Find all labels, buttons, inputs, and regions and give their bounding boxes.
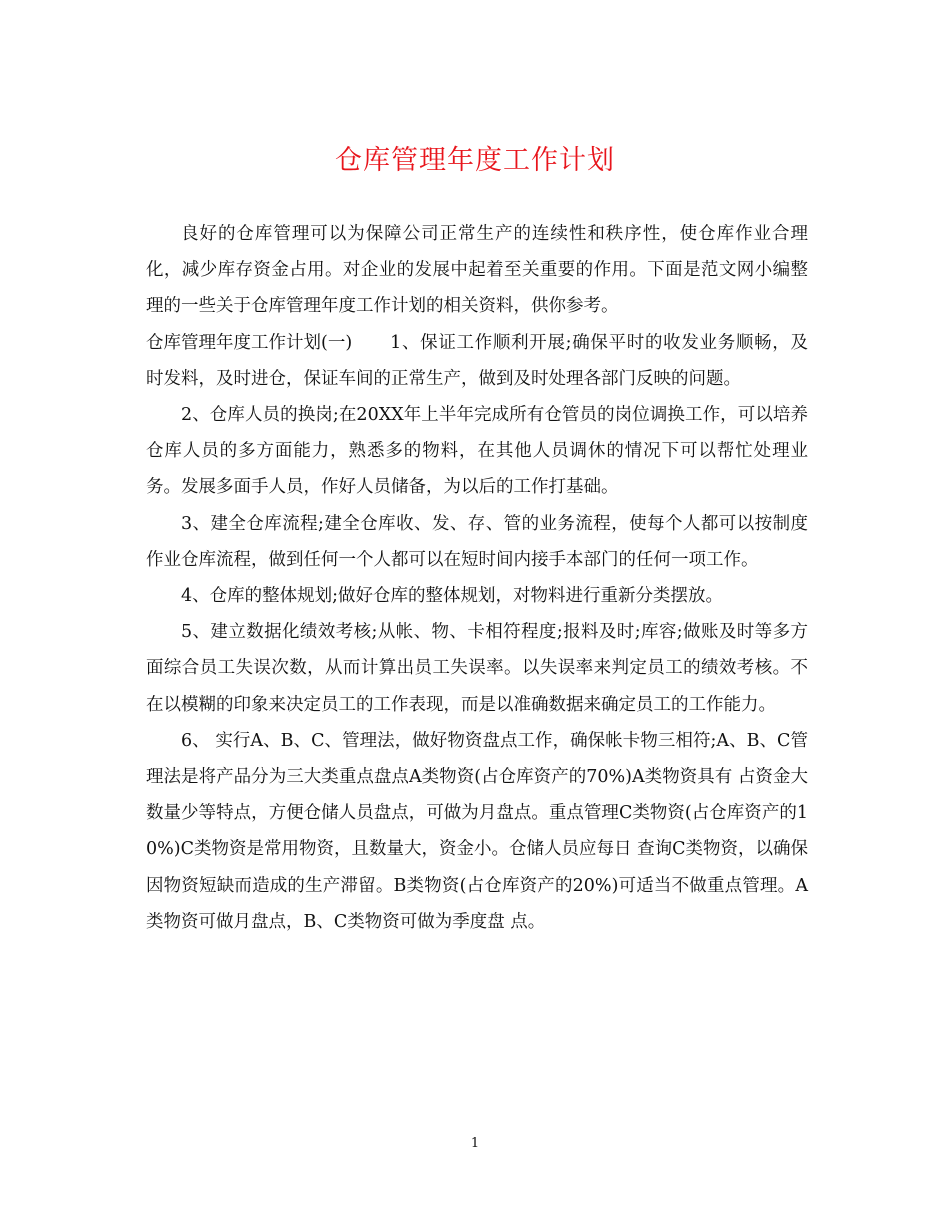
item-4-paragraph: 4、仓库的整体规划;做好仓库的整体规划，对物料进行重新分类摆放。 — [181, 586, 724, 607]
section-paragraph — [146, 325, 808, 397]
page-number: 1 — [470, 1136, 480, 1151]
item-6-paragraph: 6、 实行A、B、C、管理法，做好物资盘点工作，确保帐卡物三相符;A、B、C管理法是将产品分为三大类重点盘点A类物资(占仓库资产的70%)A类物资具有 占资金大数量少等特点，方便仓储人员盘点，可做为月盘点。重点管理C类物资(占仓库资产的10%)C类物资是常用物资，且数量大，资金小。仓储人员应每日 查询C类物资，以确保因物资短缺而造成的生产滞留。B类物资(占仓库资产的20%)可适当不做重点管理。A类物资可做月盘点，B、C类物资可做为季度盘 点。 — [146, 730, 808, 932]
document-title: 仓库管理年度工作计划 — [335, 145, 615, 176]
item-5-paragraph: 5、建立数据化绩效考核;从帐、物、卡相符程度;报料及时;库容;做账及时等多方面综合员工失误次数，从而计算出员工失误率。以失误率来判定员工的绩效考核。不在以模糊的印象来决定员工的工作表现，而是以准确数据来确定员工的工作能力。 — [146, 622, 808, 715]
intro-paragraph: 良好的仓库管理可以为保障公司正常生产的连续性和秩序性，使仓库作业合理化，减少库存资金占用。对企业的发展中起着至关重要的作用。下面是范文网小编整理的一些关于仓库管理年度工作计划的相关资料，供你参考。 — [146, 224, 808, 317]
item-3-paragraph: 3、建全仓库流程;建全仓库收、发、存、管的业务流程，使每个人都可以按制度作业仓库流程，做到任何一个人都可以在短时间内接手本部门的任何一项工作。 — [146, 513, 808, 570]
item-2-paragraph: 2、仓库人员的换岗;在20XX年上半年完成所有仓管员的岗位调换工作，可以培养仓库人员的多方面能力，熟悉多的物料，在其他人员调休的情况下可以帮忙处理业务。发展多面手人员，作好人员储备，为以后的工作打基础。 — [146, 405, 808, 498]
section-heading: 仓库管理年度工作计划(一) — [146, 332, 353, 353]
item-1-text: 1、保证工作顺利开展;确保平时的收发业务顺畅，及时发料，及时进仓，保证车间的正常生产，做到及时处理各部门反映的问题。 — [146, 332, 808, 389]
document-body — [146, 216, 808, 940]
